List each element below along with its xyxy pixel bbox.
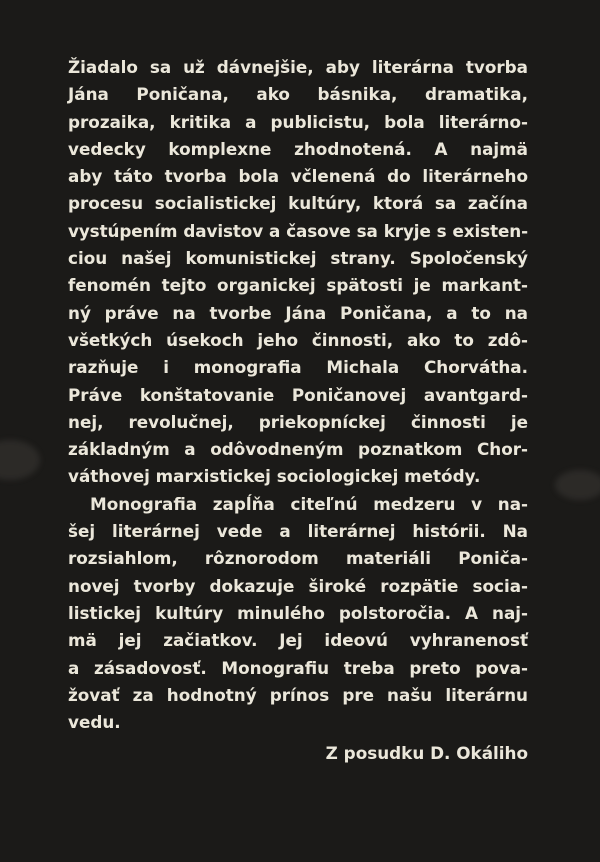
- text-line: listickej kultúry minulého polstoročia. A naj-: [68, 602, 528, 623]
- review-text: [68, 54, 528, 768]
- review-paragraph-1: [68, 54, 528, 491]
- text-line: mä jej začiatkov. Jej ideovú vyhranenosť: [68, 630, 528, 651]
- review-attribution: Z posudku D. Okáliho: [325, 743, 528, 764]
- text-line: všetkých úsekoch jeho činnosti, ako to zdô-: [68, 329, 528, 350]
- text-line: aby táto tvorba bola včlenená do literárneho: [68, 166, 528, 187]
- text-line: ný práve na tvorbe Jána Poničana, a to na: [68, 302, 528, 323]
- review-paragraph-2: [68, 491, 528, 737]
- text-line: vystúpením davistov a časove sa kryje s existen-: [68, 220, 528, 241]
- text-line: váthovej marxistickej sociologickej metódy.: [68, 466, 481, 487]
- text-line: Monografia zapĺňa citeľnú medzeru v na-: [90, 493, 528, 514]
- cover-scuff-mark: [555, 470, 600, 500]
- text-line: prozaika, kritika a publicistu, bola literárno-: [68, 111, 528, 132]
- text-line: vedecky komplexne zhodnotená. A najmä: [68, 138, 528, 159]
- text-line: nej, revolučnej, priekopníckej činnosti je: [68, 411, 528, 432]
- text-line: šej literárnej vede a literárnej histórii. Na: [68, 521, 528, 542]
- text-line: Práve konštatovanie Poničanovej avantgard-: [68, 384, 528, 405]
- text-line: základným a odôvodneným poznatkom Chor-: [68, 439, 528, 460]
- text-line: vedu.: [68, 712, 121, 733]
- text-line: fenomén tejto organickej spätosti je markant-: [68, 275, 528, 296]
- text-line: novej tvorby dokazuje široké rozpätie socia-: [68, 575, 528, 596]
- text-line: žovať za hodnotný prínos pre našu literárnu: [68, 684, 528, 705]
- cover-scuff-mark: [0, 440, 40, 480]
- text-line: Jána Poničana, ako básnika, dramatika,: [68, 84, 528, 105]
- text-line: razňuje i monografia Michala Chorvátha.: [68, 357, 528, 378]
- text-line: ciou našej komunistickej strany. Spoločenský: [68, 248, 528, 269]
- text-line: procesu socialistickej kultúry, ktorá sa začína: [68, 193, 528, 214]
- text-line: rozsiahlom, rôznorodom materiáli Poniča-: [68, 548, 528, 569]
- text-line: Žiadalo sa už dávnejšie, aby literárna tvorba: [68, 57, 528, 77]
- text-line: a zásadovosť. Monografiu treba preto pova-: [68, 657, 528, 678]
